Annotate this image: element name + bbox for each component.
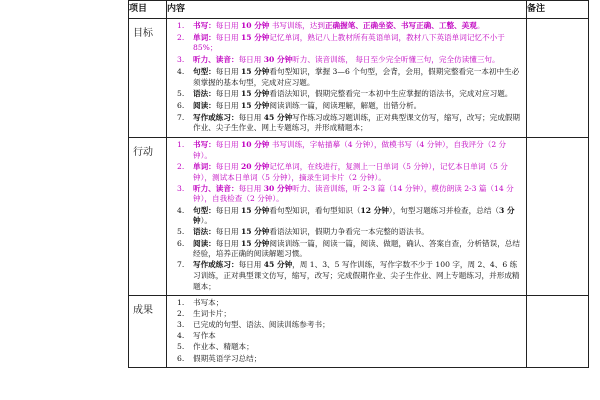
list-item [167, 354, 522, 365]
result-row [129, 295, 589, 367]
item-text: 每日用 [215, 32, 241, 42]
header-item: 项目 [129, 1, 167, 19]
item-text: 看语法知识，假期力争看完一本完整的语法书。 [269, 227, 429, 237]
action-list [167, 138, 526, 294]
item-text: 看句型知识，掌握 3—6 个句型，会背，会用，假期完整看完一本初中生必须掌握的基本句型，完成对应习题。 [193, 66, 520, 87]
item-number: 2. [177, 162, 185, 172]
item-text: 听力、读音： [193, 55, 239, 65]
item-text: 每日用 [215, 101, 241, 111]
action-label: 行动 [129, 138, 167, 295]
item-text: 记忆单词，熟记八上教材所有英语单词，教材八下英语单词记忆不小于 85%； [193, 32, 505, 53]
table-header-row [129, 1, 589, 19]
goal-remark [527, 19, 589, 138]
item-number: 3. [177, 183, 185, 193]
item-text: 书写本； [193, 297, 224, 307]
item-text: 语法： [193, 89, 216, 99]
item-number: 3. [177, 320, 185, 330]
goal-list [167, 19, 526, 137]
list-item [167, 113, 522, 134]
list-item [167, 239, 522, 260]
item-text: 阅读训练一篇，阅读一篇，阅读、做题，确认、答案自查，分析错误，总结经验，培养正确的阅读解题习惯。 [193, 238, 520, 259]
item-number: 1. [177, 297, 185, 307]
item-number: 4. [177, 205, 185, 215]
list-item [167, 162, 522, 183]
item-number: 1. [177, 21, 185, 30]
result-content [167, 295, 527, 367]
item-text: 阅读： [193, 101, 216, 111]
list-item [167, 33, 522, 54]
item-text: 每日用 [238, 183, 264, 193]
item-text: 已完成的句型、语法、阅读训练参考书； [193, 320, 330, 330]
list-item [167, 67, 522, 88]
item-text: 单词： [193, 162, 216, 172]
list-item [167, 298, 522, 309]
item-text: 单词： [193, 32, 216, 42]
result-list [167, 296, 526, 367]
action-row [129, 138, 589, 295]
list-item [167, 140, 522, 161]
list-item [167, 331, 522, 342]
item-text: 听力、读音训练， 每日至少完全听懂三句，完全仿读懂三句。 [292, 55, 500, 65]
plan-document [128, 0, 588, 400]
item-text: 作业本、精题本； [193, 342, 254, 352]
item-text: 书写： [193, 140, 216, 150]
action-remark [527, 138, 589, 295]
item-text: 10 分钟 [240, 21, 270, 30]
item-text: 3 分钟 [193, 205, 515, 226]
item-text: 阅读训练一篇，阅读理解，解题，出错分析。 [269, 101, 422, 111]
item-text: 生词卡片； [193, 308, 231, 318]
item-text: 30 分钟 [263, 55, 293, 65]
item-text: 写作本 [193, 331, 216, 341]
item-number: 6. [177, 238, 185, 248]
item-text: 看句型知识，看句型知识（ [269, 205, 361, 215]
item-text: 15 分钟 [240, 101, 270, 111]
item-number: 4. [177, 66, 185, 76]
result-remark [527, 295, 589, 367]
item-number: 2. [177, 32, 185, 42]
item-text: 12 分钟 [360, 205, 389, 215]
item-text: 句型： [193, 205, 216, 215]
item-text: 每日用 [215, 21, 241, 30]
item-text: 45 分钟 [263, 112, 293, 122]
item-text: 写作或练习： [193, 260, 239, 270]
item-text: 句型： [193, 66, 216, 76]
list-item [167, 320, 522, 331]
item-text: 15 分钟 [240, 66, 270, 76]
item-text: 每日用 [215, 238, 241, 248]
item-text: 听力、读音训练，听 2-3 篇（14 分钟），模仿朗读 2-3 篇（14 分钟），自我检查（2 分钟）。 [193, 183, 514, 204]
item-number: 5. [177, 227, 185, 237]
item-text: 语法： [193, 227, 216, 237]
item-text: 每日用 [215, 140, 241, 150]
item-text: ，周 1、3、5 写作训练，写作字数不少于 100 字，周 2、4、6 练习训练，正对典型课文仿写，缩写，改写；完成假期作业、尖子生作业、网上专题练习，并形成精题本； [193, 260, 520, 291]
item-text: 听力、读音： [193, 183, 239, 193]
list-item [167, 184, 522, 205]
item-text: 30 分钟 [263, 183, 293, 193]
item-text: 。 [476, 21, 485, 30]
item-text: 每日用 [238, 112, 264, 122]
item-text: 每日用 [215, 227, 241, 237]
list-item [167, 260, 522, 292]
item-number: 7. [177, 260, 185, 270]
result-label: 成果 [129, 295, 167, 367]
list-item [167, 55, 522, 66]
item-number: 5. [177, 89, 185, 99]
list-item [167, 227, 522, 238]
item-number: 7. [177, 112, 185, 122]
item-text: 每日用 [215, 162, 241, 172]
header-content: 内容 [167, 1, 527, 19]
goal-content [167, 19, 527, 138]
list-item [167, 309, 522, 320]
item-number: 6. [177, 101, 185, 111]
item-text: ）。 [200, 216, 212, 226]
item-number: 2. [177, 308, 185, 318]
item-text: 每日用 [215, 89, 241, 99]
item-text: 阅读： [193, 238, 216, 248]
item-text: 15 分钟 [240, 89, 270, 99]
item-text: 书写训练，字帖描摹（4 分钟），做模书写（4 分钟），自我评分（2 分钟）。 [193, 140, 507, 160]
list-item [167, 101, 522, 112]
item-number: 4. [177, 331, 185, 341]
item-text: 每日用 [238, 55, 264, 65]
item-number: 6. [177, 353, 185, 363]
item-text: 15 分钟 [240, 227, 270, 237]
action-content [167, 138, 527, 295]
item-text: 每日用 [238, 260, 264, 270]
item-text: 记忆单词，在线进行，复测上一日单词（5 分钟），记忆本日单词（5 分钟），测试本日单词（5 分钟），摘录生词卡片（2 分钟）。 [193, 162, 508, 182]
item-text: 看语法知识，假期完整看完一本初中生应掌握的语法书，完成对应习题。 [269, 89, 513, 99]
item-text: 每日用 [215, 66, 241, 76]
item-number: 1. [177, 140, 185, 150]
item-text: ），句型习题练习并检查，总结（ [388, 205, 500, 215]
list-item [167, 342, 522, 353]
item-text: 10 分钟 [240, 140, 270, 150]
goal-row [129, 19, 589, 138]
item-text: 正确握笔、正确坐姿、书写正确、工整、美观 [324, 21, 477, 30]
list-item [167, 206, 522, 227]
item-number: 5. [177, 342, 185, 352]
item-text: 假期英语学习总结； [193, 353, 262, 363]
item-text: 书写： [193, 21, 216, 30]
item-text: 写作或练习： [193, 112, 239, 122]
item-text: 20 分钟 [240, 162, 270, 172]
item-text: 15 分钟 [240, 238, 270, 248]
study-plan-table [128, 0, 589, 368]
item-number: 3. [177, 55, 185, 65]
list-item [167, 89, 522, 100]
header-remark: 备注 [527, 1, 589, 19]
item-text: 15 分钟 [240, 205, 270, 215]
item-text: 每日用 [215, 205, 241, 215]
item-text: 写作练习或练习题训练，正对典型课文仿写，缩写，改写；完成假期作业、尖子生作业、网上专题练习，并形成精题本； [193, 112, 520, 133]
item-text: 书写训练，达到 [269, 21, 325, 30]
item-text: 15 分钟 [240, 32, 270, 42]
list-item [167, 21, 522, 32]
goal-label: 目标 [129, 19, 167, 138]
item-text: 45 分钟 [263, 260, 293, 270]
